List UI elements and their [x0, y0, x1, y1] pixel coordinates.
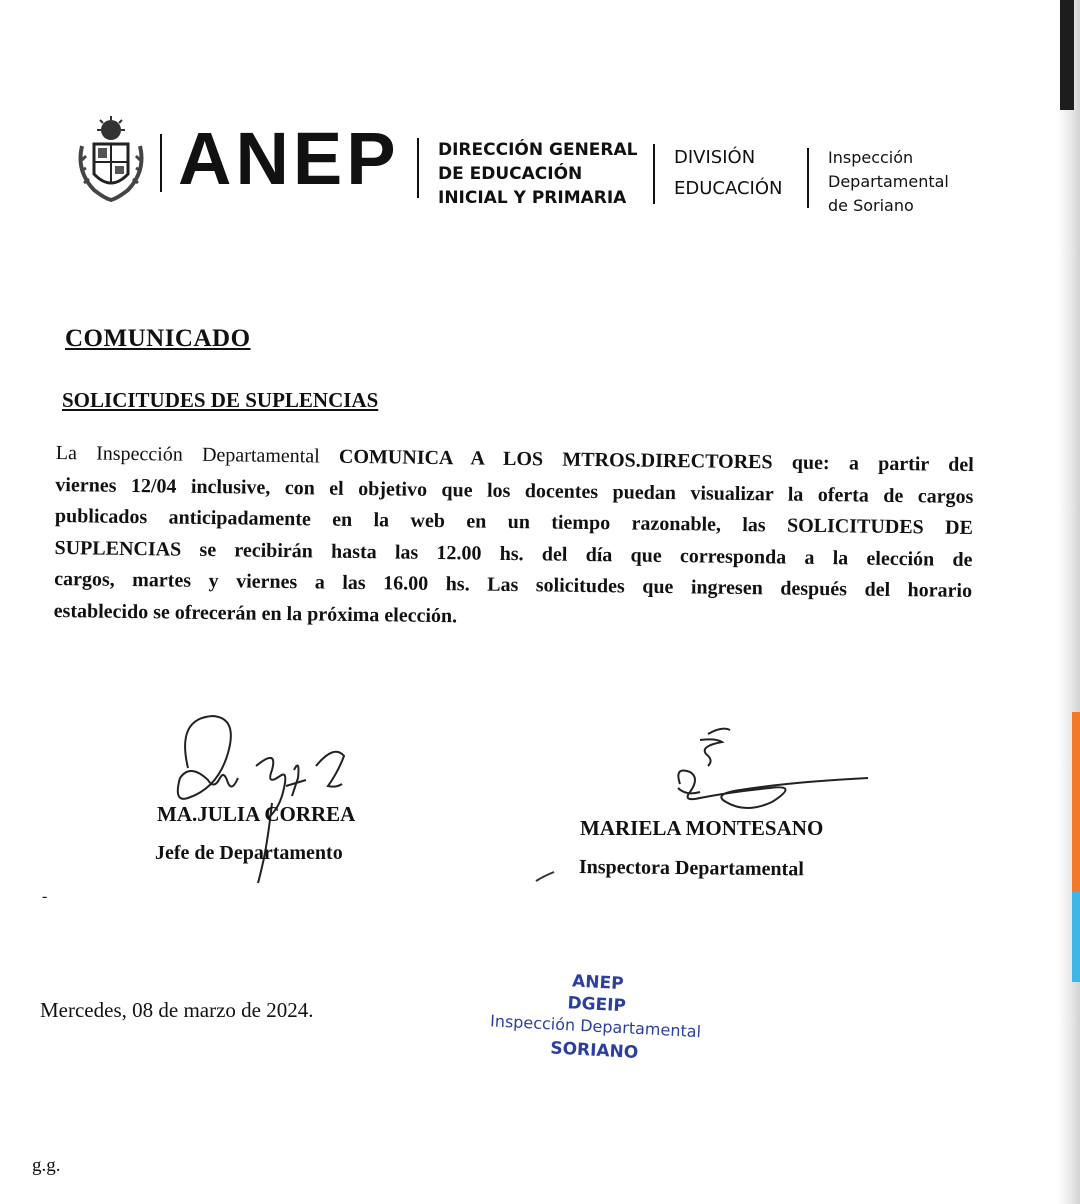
page-edge-cyan — [1072, 892, 1080, 982]
divider-2 — [417, 138, 419, 198]
stamp-line-3: Inspección Departamental — [489, 1011, 702, 1042]
paragraph-line: SUPLENCIAS se recibirán hasta las 12.00 hs. del día que corresponda a la elección de — [54, 536, 973, 571]
place-and-date: Mercedes, 08 de marzo de 2024. — [40, 998, 314, 1022]
paragraph-line: cargos, martes y viernes a las 16.00 hs. Las solicitudes que ingresen después del horario — [54, 567, 973, 603]
division-line: DIVISIÓN — [674, 147, 756, 168]
letterhead — [70, 112, 970, 222]
right-signer-role: Inspectora Departamental — [578, 856, 804, 881]
dgeip-line: DIRECCIÓN GENERAL — [438, 140, 638, 160]
typist-initials: g.g. — [32, 1155, 61, 1176]
body-paragraph — [54, 438, 974, 639]
paragraph-line: publicados anticipadamente en la web en un tiempo razonable, las SOLICITUDES DE — [54, 504, 974, 540]
division-line: EDUCACIÓN — [674, 178, 783, 199]
divider-4 — [807, 148, 809, 208]
document-subtitle: SOLICITUDES DE SUPLENCIAS — [62, 388, 379, 412]
signature-right — [660, 722, 880, 818]
divider-3 — [653, 144, 655, 204]
official-stamp — [468, 961, 735, 1075]
left-signer-role: Jefe de Departamento — [155, 842, 343, 864]
stamp-line-2: DGEIP — [566, 993, 627, 1017]
inspeccion-line: Departamental — [828, 172, 949, 191]
document-title: COMUNICADO — [65, 325, 251, 352]
stray-dash: - — [42, 888, 48, 905]
page-edge-dark — [1060, 0, 1074, 110]
right-signer-name: MARIELA MONTESANO — [580, 816, 824, 840]
division-heading — [674, 142, 782, 204]
dgeip-heading — [438, 138, 638, 210]
stamp-line-4: SORIANO — [549, 1038, 639, 1063]
page-edge-shadow — [1058, 0, 1080, 1204]
inspeccion-line: de Soriano — [828, 196, 914, 215]
paragraph-bold-text: COMUNICA A LOS MTROS.DIRECTORES que: a partir del — [338, 445, 974, 477]
paragraph-line: viernes 12/04 inclusive, con el objetivo que los docentes puedan visualizar la oferta de cargos — [55, 473, 974, 508]
signature-right-stroke — [534, 868, 556, 884]
divider-1 — [160, 134, 162, 192]
stamp-line-1: ANEP — [571, 971, 625, 995]
left-signer-name: MA.JULIA CORREA — [157, 802, 356, 826]
paragraph-text: La Inspección Departamental — [55, 441, 320, 468]
paragraph-line: establecido se ofrecerán en la próxima elección. — [53, 599, 458, 627]
anep-logo: ANEP — [178, 117, 400, 200]
page-edge-orange — [1072, 712, 1080, 892]
uruguay-coat-of-arms-icon — [74, 116, 148, 204]
inspeccion-heading — [828, 146, 949, 218]
dgeip-line: DE EDUCACIÓN — [438, 164, 583, 184]
inspeccion-line: Inspección — [828, 148, 914, 167]
dgeip-line: INICIAL Y PRIMARIA — [438, 188, 627, 208]
